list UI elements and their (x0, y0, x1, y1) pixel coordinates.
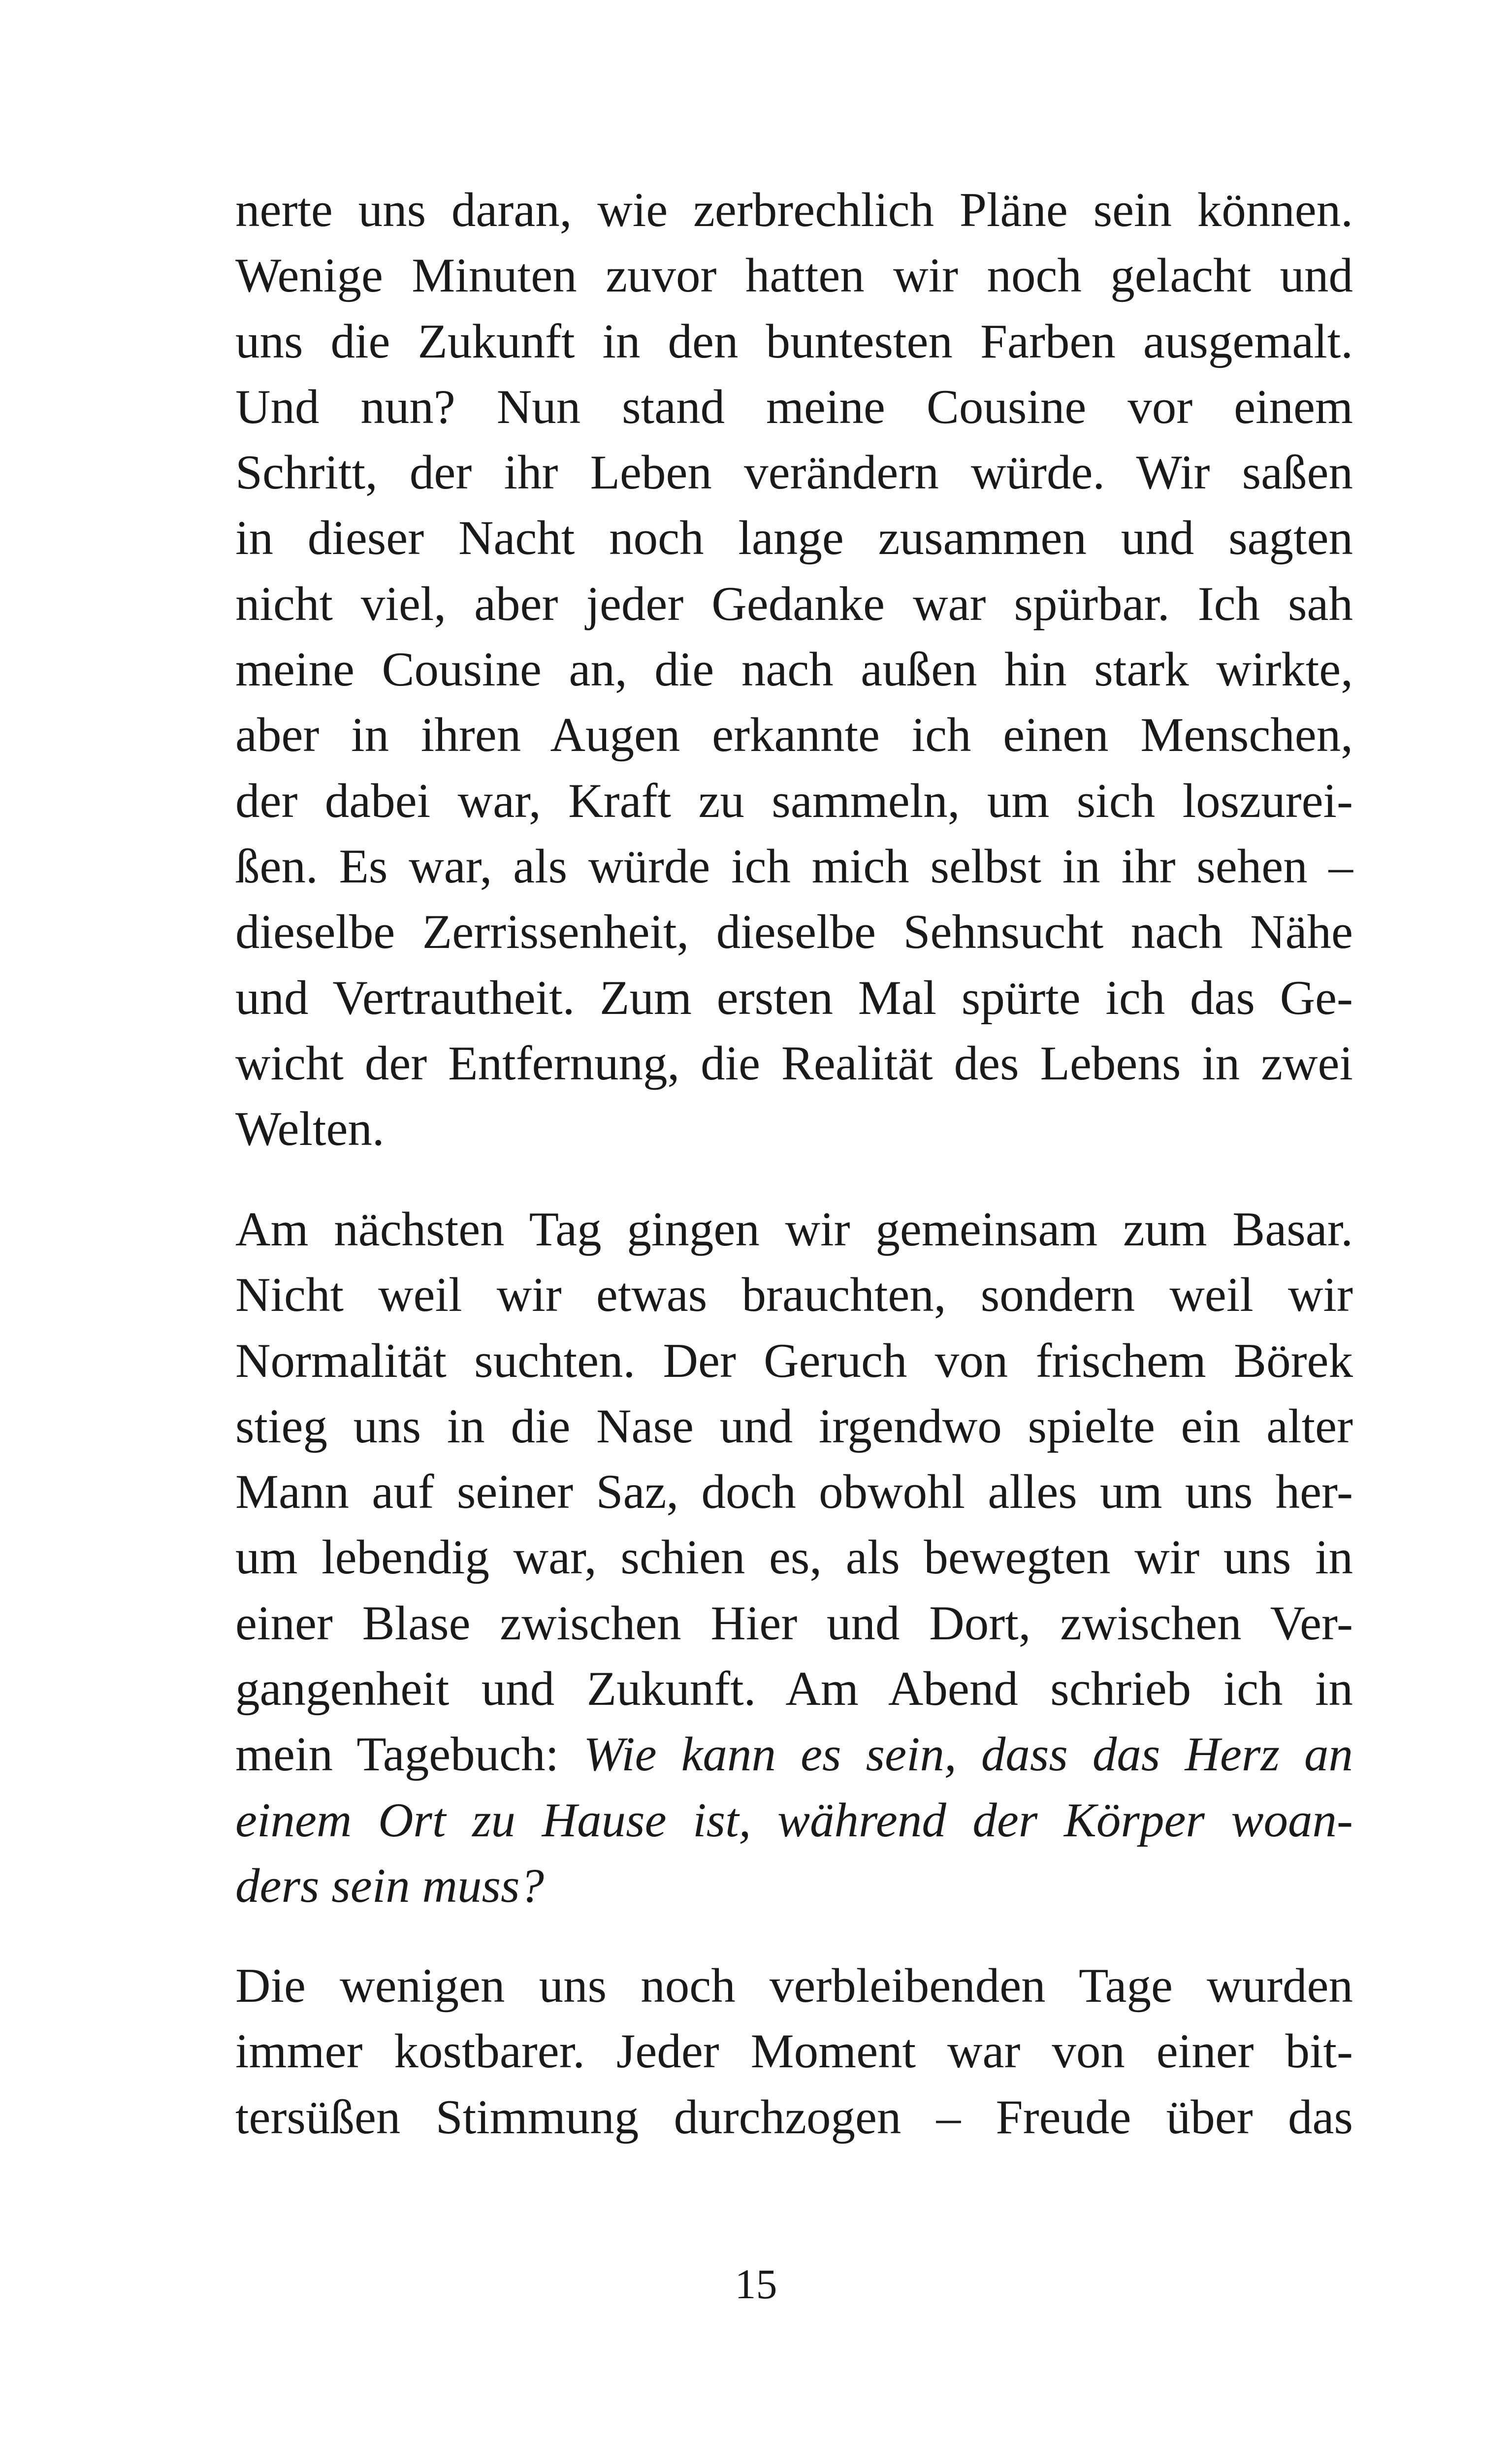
text-line: Am nächsten Tag gingen wir gemeinsam zum Basar. (235, 1203, 1353, 1256)
text-line: Normalität suchten. Der Geruch von frischem Börek (235, 1334, 1353, 1388)
italic-quote: einem Ort zu Hause ist, während der Körper woan- (235, 1793, 1353, 1847)
text-line (235, 1853, 1353, 1919)
text-line: Die wenigen uns noch verbleibenden Tage wurden (235, 1959, 1353, 2013)
text-line: meine Cousine an, die nach außen hin stark wirkte, (235, 643, 1353, 697)
text-line: nerte uns daran, wie zerbrechlich Pläne sein können. (235, 183, 1353, 237)
plain-text: mein Tagebuch: (235, 1727, 584, 1782)
text-line: Nicht weil wir etwas brauchten, sondern weil wir (235, 1268, 1353, 1322)
text-line: Wenige Minuten zuvor hatten wir noch gelacht und (235, 249, 1353, 303)
text-line: immer kostbarer. Jeder Moment war von einer bit- (235, 2024, 1353, 2079)
text-line: Und nun? Nun stand meine Cousine vor einem (235, 380, 1353, 434)
page-number: 15 (735, 2260, 777, 2308)
text-line: gangenheit und Zukunft. Am Abend schrieb ich in (235, 1662, 1353, 1716)
text-line: der dabei war, Kraft zu sammeln, um sich loszurei- (235, 774, 1353, 828)
text-line: in dieser Nacht noch lange zusammen und sagten (235, 511, 1353, 565)
paragraph-3 (235, 1953, 1353, 2150)
italic-quote: Wie kann es sein, dass das Herz an (583, 1727, 1353, 1782)
text-line: Welten. (235, 1102, 385, 1156)
text-line: und Vertrautheit. Zum ersten Mal spürte ich das Ge- (235, 971, 1353, 1025)
text-line: einer Blase zwischen Hier und Dort, zwischen Ver- (235, 1596, 1353, 1650)
text-line: um lebendig war, schien es, als bewegten wir uns in (235, 1531, 1353, 1585)
paragraph-2 (235, 1197, 1353, 1919)
text-line: nicht viel, aber jeder Gedanke war spürbar. Ich sah (235, 577, 1353, 631)
paragraph-1 (235, 177, 1353, 1162)
text-line: uns die Zukunft in den buntesten Farben ausgemalt. (235, 314, 1353, 368)
text-line: tersüßen Stimmung durchzogen – Freude über das (235, 2090, 1353, 2144)
text-line: dieselbe Zerrissenheit, dieselbe Sehnsucht nach Nähe (235, 905, 1353, 959)
text-line (235, 1788, 1353, 1853)
text-line: wicht der Entfernung, die Realität des Lebens in zwei (235, 1036, 1353, 1090)
text-line: aber in ihren Augen erkannte ich einen Menschen, (235, 708, 1353, 762)
italic-quote: ders sein muss? (235, 1858, 545, 1913)
text-line: Mann auf seiner Saz, doch obwohl alles um uns her- (235, 1465, 1353, 1519)
text-line: stieg uns in die Nase und irgendwo spielte ein alter (235, 1399, 1353, 1453)
text-line (235, 1722, 1353, 1787)
text-line: Schritt, der ihr Leben verändern würde. Wir saßen (235, 446, 1353, 500)
text-line: ßen. Es war, als würde ich mich selbst in ihr sehen – (235, 839, 1353, 893)
